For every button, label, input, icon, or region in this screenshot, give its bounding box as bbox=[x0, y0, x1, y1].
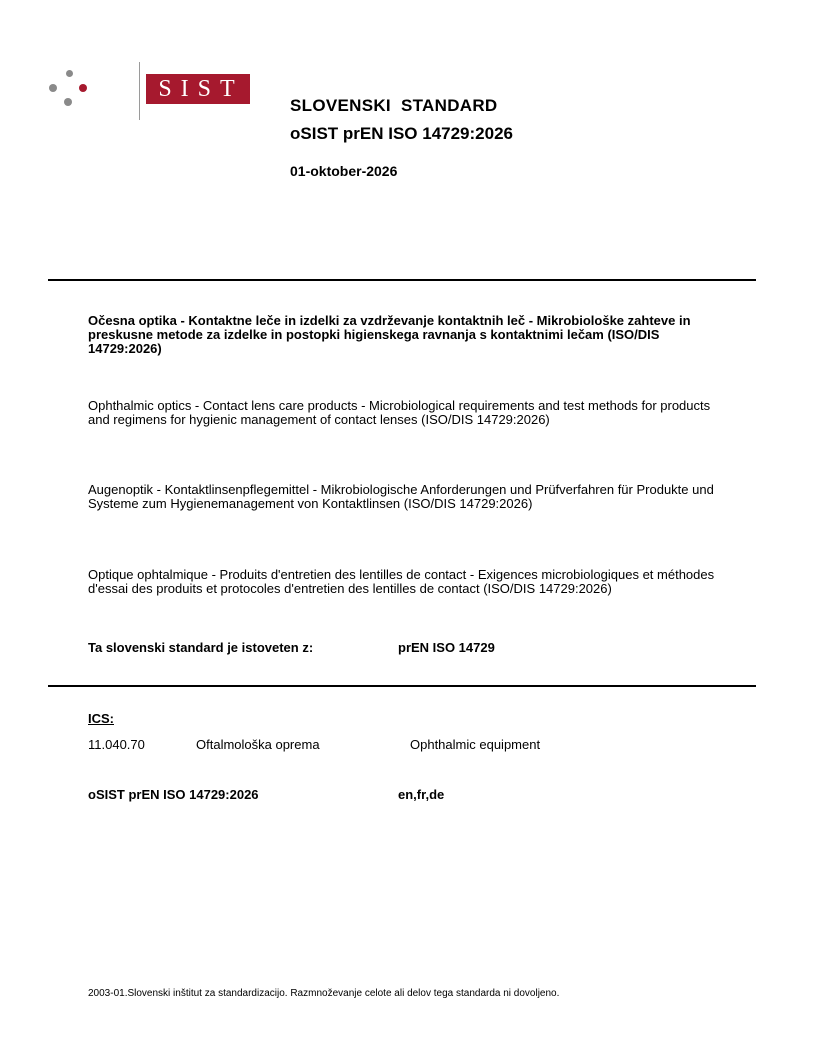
ics-code: 11.040.70 bbox=[88, 737, 145, 752]
logo-wordmark: SIST bbox=[146, 74, 250, 104]
title-slovenian: Očesna optika - Kontaktne leče in izdelki za vzdrževanje kontaktnih leč - Mikrobiološke zahteve in preskusne metode za izdelke in postopki higienskega ravnanja s kontaktnimi lečam (ISO/DIS 14729:2026) bbox=[88, 313, 691, 356]
logo-dot-gray-3 bbox=[64, 98, 72, 106]
document-code: oSIST prEN ISO 14729:2026 bbox=[88, 787, 259, 802]
sist-logo bbox=[46, 62, 244, 122]
logo-dot-gray-1 bbox=[66, 70, 73, 77]
identity-value: prEN ISO 14729 bbox=[398, 640, 495, 655]
divider-top bbox=[48, 279, 756, 281]
document-languages: en,fr,de bbox=[398, 787, 445, 802]
logo-dot-red bbox=[79, 84, 87, 92]
logo-dot-gray-2 bbox=[49, 84, 57, 92]
title-english: Ophthalmic optics - Contact lens care products - Microbiological requirements and test methods for products and regimens for hygienic management of contact lenses (ISO/DIS 14729:2026) bbox=[88, 398, 711, 427]
ics-label: ICS: bbox=[88, 711, 114, 726]
standard-date: 01-oktober-2026 bbox=[290, 163, 398, 179]
standard-type-title: SLOVENSKI STANDARD bbox=[290, 96, 498, 115]
title-french: Optique ophtalmique - Produits d'entretien des lentilles de contact - Exigences microbiologiques et méthodes d'essai des produits et protocoles d'entretien des lentilles de contact (ISO/DIS 14729:2026) bbox=[88, 567, 715, 596]
standard-code: oSIST prEN ISO 14729:2026 bbox=[290, 124, 513, 143]
ics-description-sl: Oftalmološka oprema bbox=[196, 737, 320, 752]
identity-label: Ta slovenski standard je istoveten z: bbox=[88, 640, 314, 655]
copyright-footer: 2003-01.Slovenski inštitut za standardizacijo. Razmnoževanje celote ali delov tega standarda ni dovoljeno. bbox=[88, 988, 560, 999]
title-german: Augenoptik - Kontaktlinsenpflegemittel - Mikrobiologische Anforderungen und Prüfverfahren für Produkte und Systeme zum Hygienemanagement von Kontaktlinsen (ISO/DIS 14729:2026) bbox=[88, 482, 714, 511]
ics-description-en: Ophthalmic equipment bbox=[410, 737, 541, 752]
logo-divider bbox=[139, 62, 140, 120]
divider-bottom bbox=[48, 685, 756, 687]
